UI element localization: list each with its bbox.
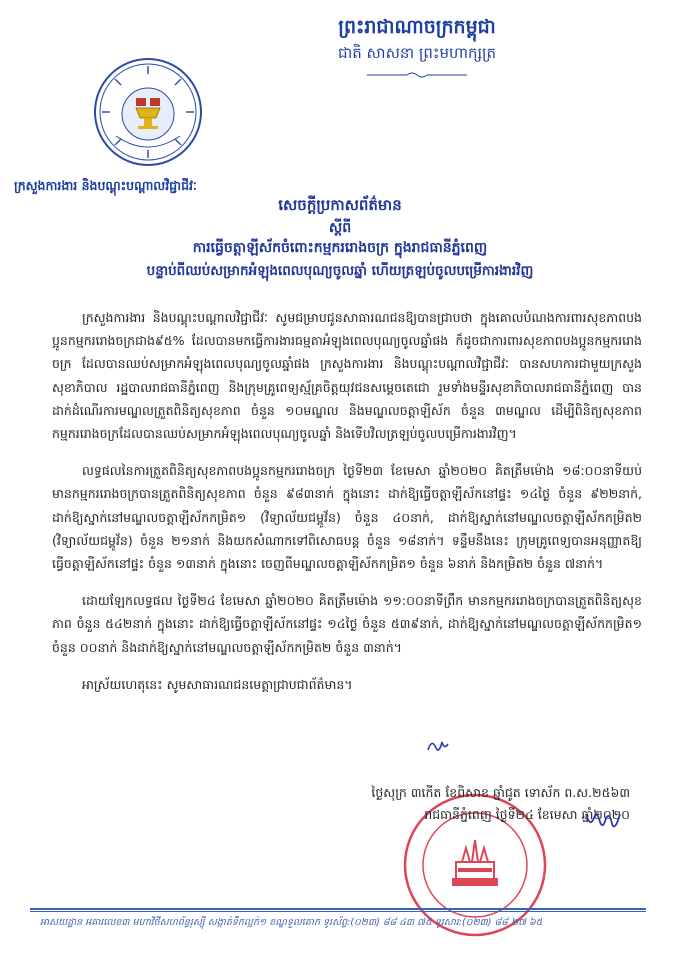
- document-body: [52, 306, 642, 710]
- signature-icon: [583, 806, 623, 830]
- document-title: សេចក្តីប្រកាសព័ត៌មាន: [278, 196, 402, 214]
- date-block: [300, 782, 630, 826]
- ministry-name: ក្រសួងការងារ និងបណ្តុះបណ្តាលវិជ្ជាជីវៈ: [14, 178, 197, 193]
- paragraph: អាស្រ័យហេតុនេះ សូមសាធារណជនមេត្តាជ្រាបជាព័ត៌មាន។: [82, 676, 353, 692]
- ministry-logo-icon: [92, 56, 204, 168]
- solar-date: រាជធានីភ្នំពេញ ថ្ងៃទី២៤ ខែមេសា ឆ្នាំ២០២០: [424, 807, 630, 822]
- national-motto: ជាតិ សាសនា ព្រះមហាក្សត្រ: [337, 44, 497, 62]
- footer-divider: [30, 908, 646, 910]
- document-subject-line-2: បន្ទាប់ពីឈប់សម្រាកអំឡុងពេលបុណ្យចូលឆ្នាំ ហើយត្រឡប់ចូលបម្រើការងារវិញ: [146, 263, 534, 279]
- paragraph: លទ្ធផលនៃការត្រួតពិនិត្យសុខភាពបងប្អូនកម្មកររោងចក្រ ថ្ងៃទី២៣ ខែមេសា ឆ្នាំ២០២០ គិតត្រឹមម៉ោង ១៨:០០នាទីយប់ មានកម្មកររោងចក្របានត្រួតពិនិត្យសុខភាព ចំនួន ៩៨៣នាក់ ក្នុងនោះ ដាក់ឱ្យធ្វើចត្តាឡីស័កនៅផ្ទះ ១៤ថ្ងៃ ចំនួន ៩២២នាក់, ដាក់ឱ្យស្នាក់នៅមណ្ឌលចត្តាឡីស័កកម្រិត១ (វិទ្យាល័យជម្ពូវ័ន) ចំនួន ៤០នាក់, ដាក់ឱ្យស្នាក់នៅមណ្ឌលចត្តាឡីស័កកម្រិត២ (វិទ្យាល័យជម្ពូវ័ន) ចំនួន ២១នាក់ និងយកសំណាកទៅពិសោធបន្ត ចំនួន ១៨នាក់។ ទន្ទឹមនឹងនេះ ក្រុមគ្រូពេទ្យបានអនុញ្ញាតឱ្យធ្វើចត្តាឡីស័កនៅផ្ទះ ចំនួន ១៣នាក់ ក្នុងនោះ ចេញពីមណ្ឌលចត្តាឡីស័កកម្រិត១ ចំនួន ៦នាក់ និងកម្រិត២ ចំនួន ៧នាក់។: [52, 463, 642, 572]
- document-subject-line-1: ការធ្វើចត្តាឡីស័កចំពោះកម្មកររោងចក្រ ក្នុងរាជធានីភ្នំពេញ: [192, 240, 488, 256]
- ornament-divider-icon: [357, 71, 477, 79]
- paragraph: ដោយឡែកលទ្ធផល ថ្ងៃទី២៤ ខែមេសា ឆ្នាំ២០២០ គិតត្រឹមម៉ោង ១១:០០នាទីព្រឹក មានកម្មកររោងចក្របានត្រួតពិនិត្យសុខភាព ចំនួន ៥៤២នាក់ ក្នុងនោះ ដាក់ឱ្យធ្វើចត្តាឡីស័កនៅផ្ទះ ១៤ថ្ងៃ ចំនួន ៥៣៩នាក់, ដាក់ឱ្យស្នាក់នៅមណ្ឌលចត្តាឡីស័កកម្រិត១ ចំនួន ០០នាក់ និងដាក់ឱ្យស្នាក់នៅមណ្ឌលចត្តាឡីស័កកម្រិត២ ចំនួន ៣នាក់។: [52, 593, 642, 655]
- kingdom-header: [232, 14, 602, 83]
- document-subtitle-about: ស្តីពី: [328, 220, 352, 236]
- initials-mark-icon: [426, 736, 450, 756]
- kingdom-title: ព្រះរាជាណាចក្រកម្ពុជា: [338, 16, 496, 38]
- footer-address: អាសយដ្ឋាន អគារលេខ៣ មហាវិថីសហព័ន្ធរុស្ស៊ី សង្កាត់ទឹកល្អក់១ ខណ្ឌទួលគោក ទូរស័ព្ទ:(០២៣) ៨៨ ៤៣ ៧៥ ទូរសារ:(០២៣) ៨៨ ២៧ ៦៥: [40, 917, 543, 928]
- lunar-date: ថ្ងៃសុក្រ ៣កើត ខែពិសាខ ឆ្នាំជូត ទោស័ក ព.ស.២៥៦៣: [371, 785, 630, 800]
- footer-divider-thin: [30, 911, 646, 912]
- paragraph: ក្រសួងការងារ និងបណ្តុះបណ្តាលវិជ្ជាជីវៈ សូមជម្រាបជូនសាធារណជនឱ្យបានជ្រាបថា ក្នុងគោលបំណងការពារសុខភាពបងប្អូនកម្មកររោងចក្រជាង៩៥% ដែលបានមកធ្វើការងារធម្មតាអំឡុងពេលបុណ្យចូលឆ្នាំផង ក៏ដូចជាការពារសុខភាពបងប្អូនកម្មកររោងចក្រ ដែលបានឈប់សម្រាកអំឡុងពេលបុណ្យចូលឆ្នាំផង ក្រសួងការងារ និងបណ្តុះបណ្តាលវិជ្ជាជីវៈ បានសហការជាមួយក្រសួងសុខាភិបាល រដ្ឋបាលរាជធានីភ្នំពេញ និងក្រុមគ្រូពេទ្យស្ម័គ្រចិត្តយុវជនសម្តេចតេជោ រួមទាំងមន្ទីរសុខាភិបាលរាជធានីភ្នំពេញ បានដាក់ដំណើរការមណ្ឌលត្រួតពិនិត្យសុខភាព ចំនួន ១០មណ្ឌល និងមណ្ឌលចត្តាឡីស័ក ចំនួន ៣មណ្ឌល ដើម្បីពិនិត្យសុខភាពកម្មកររោងចក្រដែលបានឈប់សម្រាកអំឡុងពេលបុណ្យចូលឆ្នាំ និងទើបវិលត្រឡប់ចូលបម្រើការងារវិញ។: [52, 310, 642, 442]
